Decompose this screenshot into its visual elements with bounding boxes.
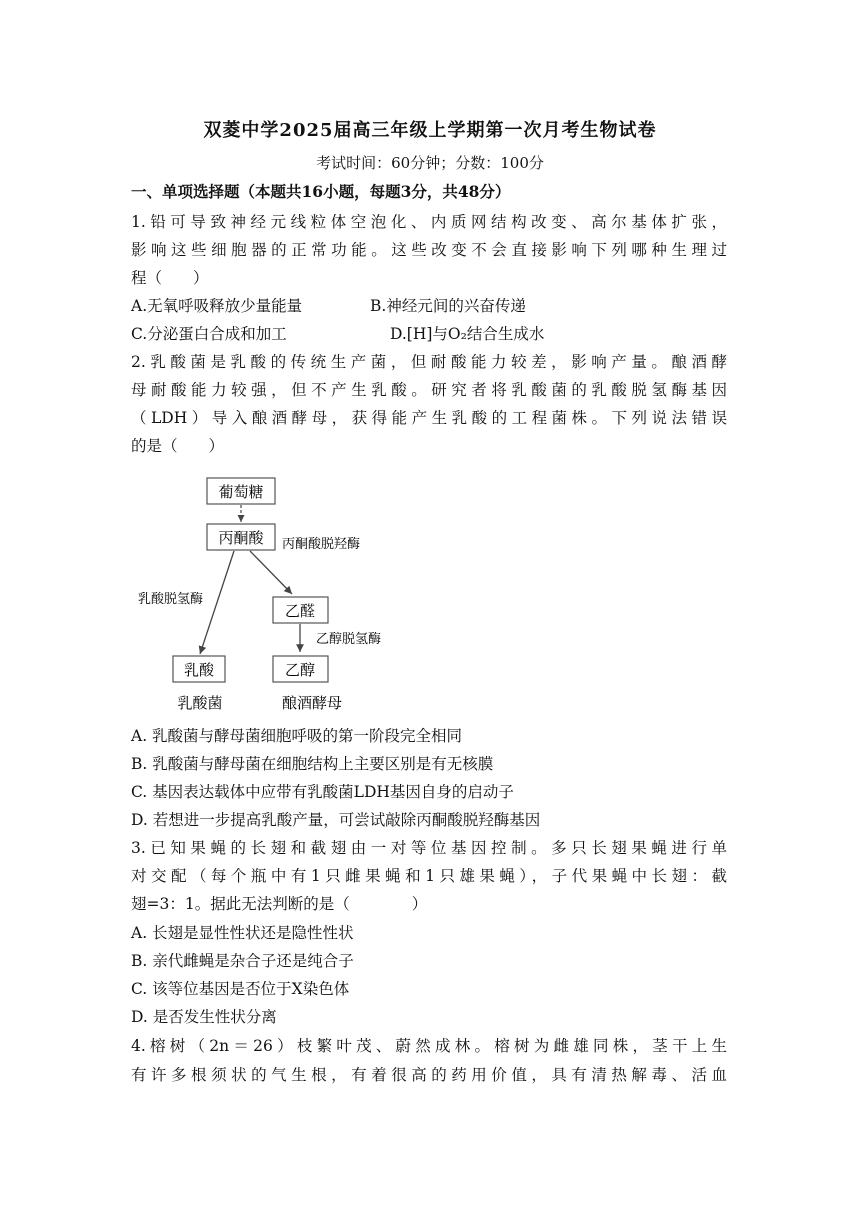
pyruvate-to-lactate-arrow — [200, 551, 234, 654]
metabolic-pathway-diagram — [130, 474, 430, 714]
q2-stem-line3: （LDH）导入酿酒酵母，获得能产生乳酸的工程菌株。下列说法错误 — [131, 409, 727, 427]
q3-stem-line1: 3.已知果蝇的长翅和截翅由一对等位基因控制。多只长翅果蝇进行单 — [131, 839, 727, 857]
q1-stem-line2: 影响这些细胞器的正常功能。这些改变不会直接影响下列哪种生理过 — [131, 241, 727, 259]
q3-option-a: A. 长翅是显性性状还是隐性性状 — [131, 924, 354, 942]
glucose-label: 葡萄糖 — [218, 483, 264, 501]
yeast-caption: 酿酒酵母 — [281, 694, 343, 712]
pyruvate-label: 丙酮酸 — [218, 529, 264, 547]
section-heading: 一、单项选择题（本题共16小题，每题3分，共48分） — [131, 182, 511, 201]
q1-option-b: B.神经元间的兴奋传递 — [370, 297, 526, 315]
q1-stem-line1: 1.铅可导致神经元线粒体空泡化、内质网结构改变、高尔基体扩张， — [131, 213, 727, 231]
q3-option-b: B. 亲代雌蝇是杂合子还是纯合子 — [131, 952, 354, 970]
pyruvate-decarboxylase-label: 丙酮酸脱羟酶 — [282, 537, 361, 552]
q4-stem-line1: 4.榕树（2n＝26）枝繁叶茂、蔚然成林。榕树为雌雄同株，茎干上生 — [131, 1037, 727, 1055]
q2-stem-line1: 2.乳酸菌是乳酸的传统生产菌，但耐酸能力较差，影响产量。酿酒酵 — [131, 353, 727, 371]
q2-option-d: D. 若想进一步提高乳酸产量，可尝试敲除丙酮酸脱羟酶基因 — [131, 811, 541, 829]
q3-option-d: D. 是否发生性状分离 — [131, 1008, 277, 1026]
q1-option-d: D.[H]与O₂结合生成水 — [390, 325, 545, 343]
alcohol-dehydrogenase-label: 乙醇脱氢酶 — [316, 632, 382, 647]
acetaldehyde-label: 乙醛 — [284, 602, 316, 620]
q3-stem-line2: 对交配（每个瓶中有1只雌果蝇和1只雄果蝇），子代果蝇中长翅：截 — [131, 867, 727, 885]
q2-option-b: B. 乳酸菌与酵母菌在细胞结构上主要区别是有无核膜 — [131, 755, 494, 773]
q2-option-c: C. 基因表达载体中应带有乳酸菌LDH基因自身的启动子 — [131, 783, 514, 801]
q1-option-c: C.分泌蛋白合成和加工 — [131, 325, 287, 343]
exam-title: 双菱中学2025届高三年级上学期第一次月考生物试卷 — [203, 120, 657, 141]
lactic-acid-label: 乳酸 — [183, 661, 215, 679]
q1-stem-line3: 程（ ） — [131, 269, 209, 287]
q2-stem-line4: 的是（ ） — [131, 437, 225, 455]
exam-info: 考试时间：60分钟；分数：100分 — [316, 154, 544, 172]
q1-option-a: A.无氧呼吸释放少量能量 — [131, 297, 303, 315]
lactate-dehydrogenase-label: 乳酸脱氢酶 — [138, 592, 204, 607]
lactobacillus-caption: 乳酸菌 — [177, 694, 223, 712]
q3-option-c: C. 该等位基因是否位于X染色体 — [131, 980, 350, 998]
q2-stem-line2: 母耐酸能力较强，但不产生乳酸。研究者将乳酸菌的乳酸脱氢酶基因 — [131, 381, 727, 399]
q4-stem-line2: 有许多根须状的气生根，有着很高的药用价值，具有清热解毒、活血 — [131, 1066, 727, 1084]
ethanol-label: 乙醇 — [284, 661, 316, 679]
q3-stem-line3: 翅=3：1。据此无法判断的是（ ） — [131, 895, 428, 913]
pyruvate-to-acetaldehyde-arrow — [250, 551, 292, 594]
q2-option-a: A. 乳酸菌与酵母菌细胞呼吸的第一阶段完全相同 — [131, 727, 463, 745]
